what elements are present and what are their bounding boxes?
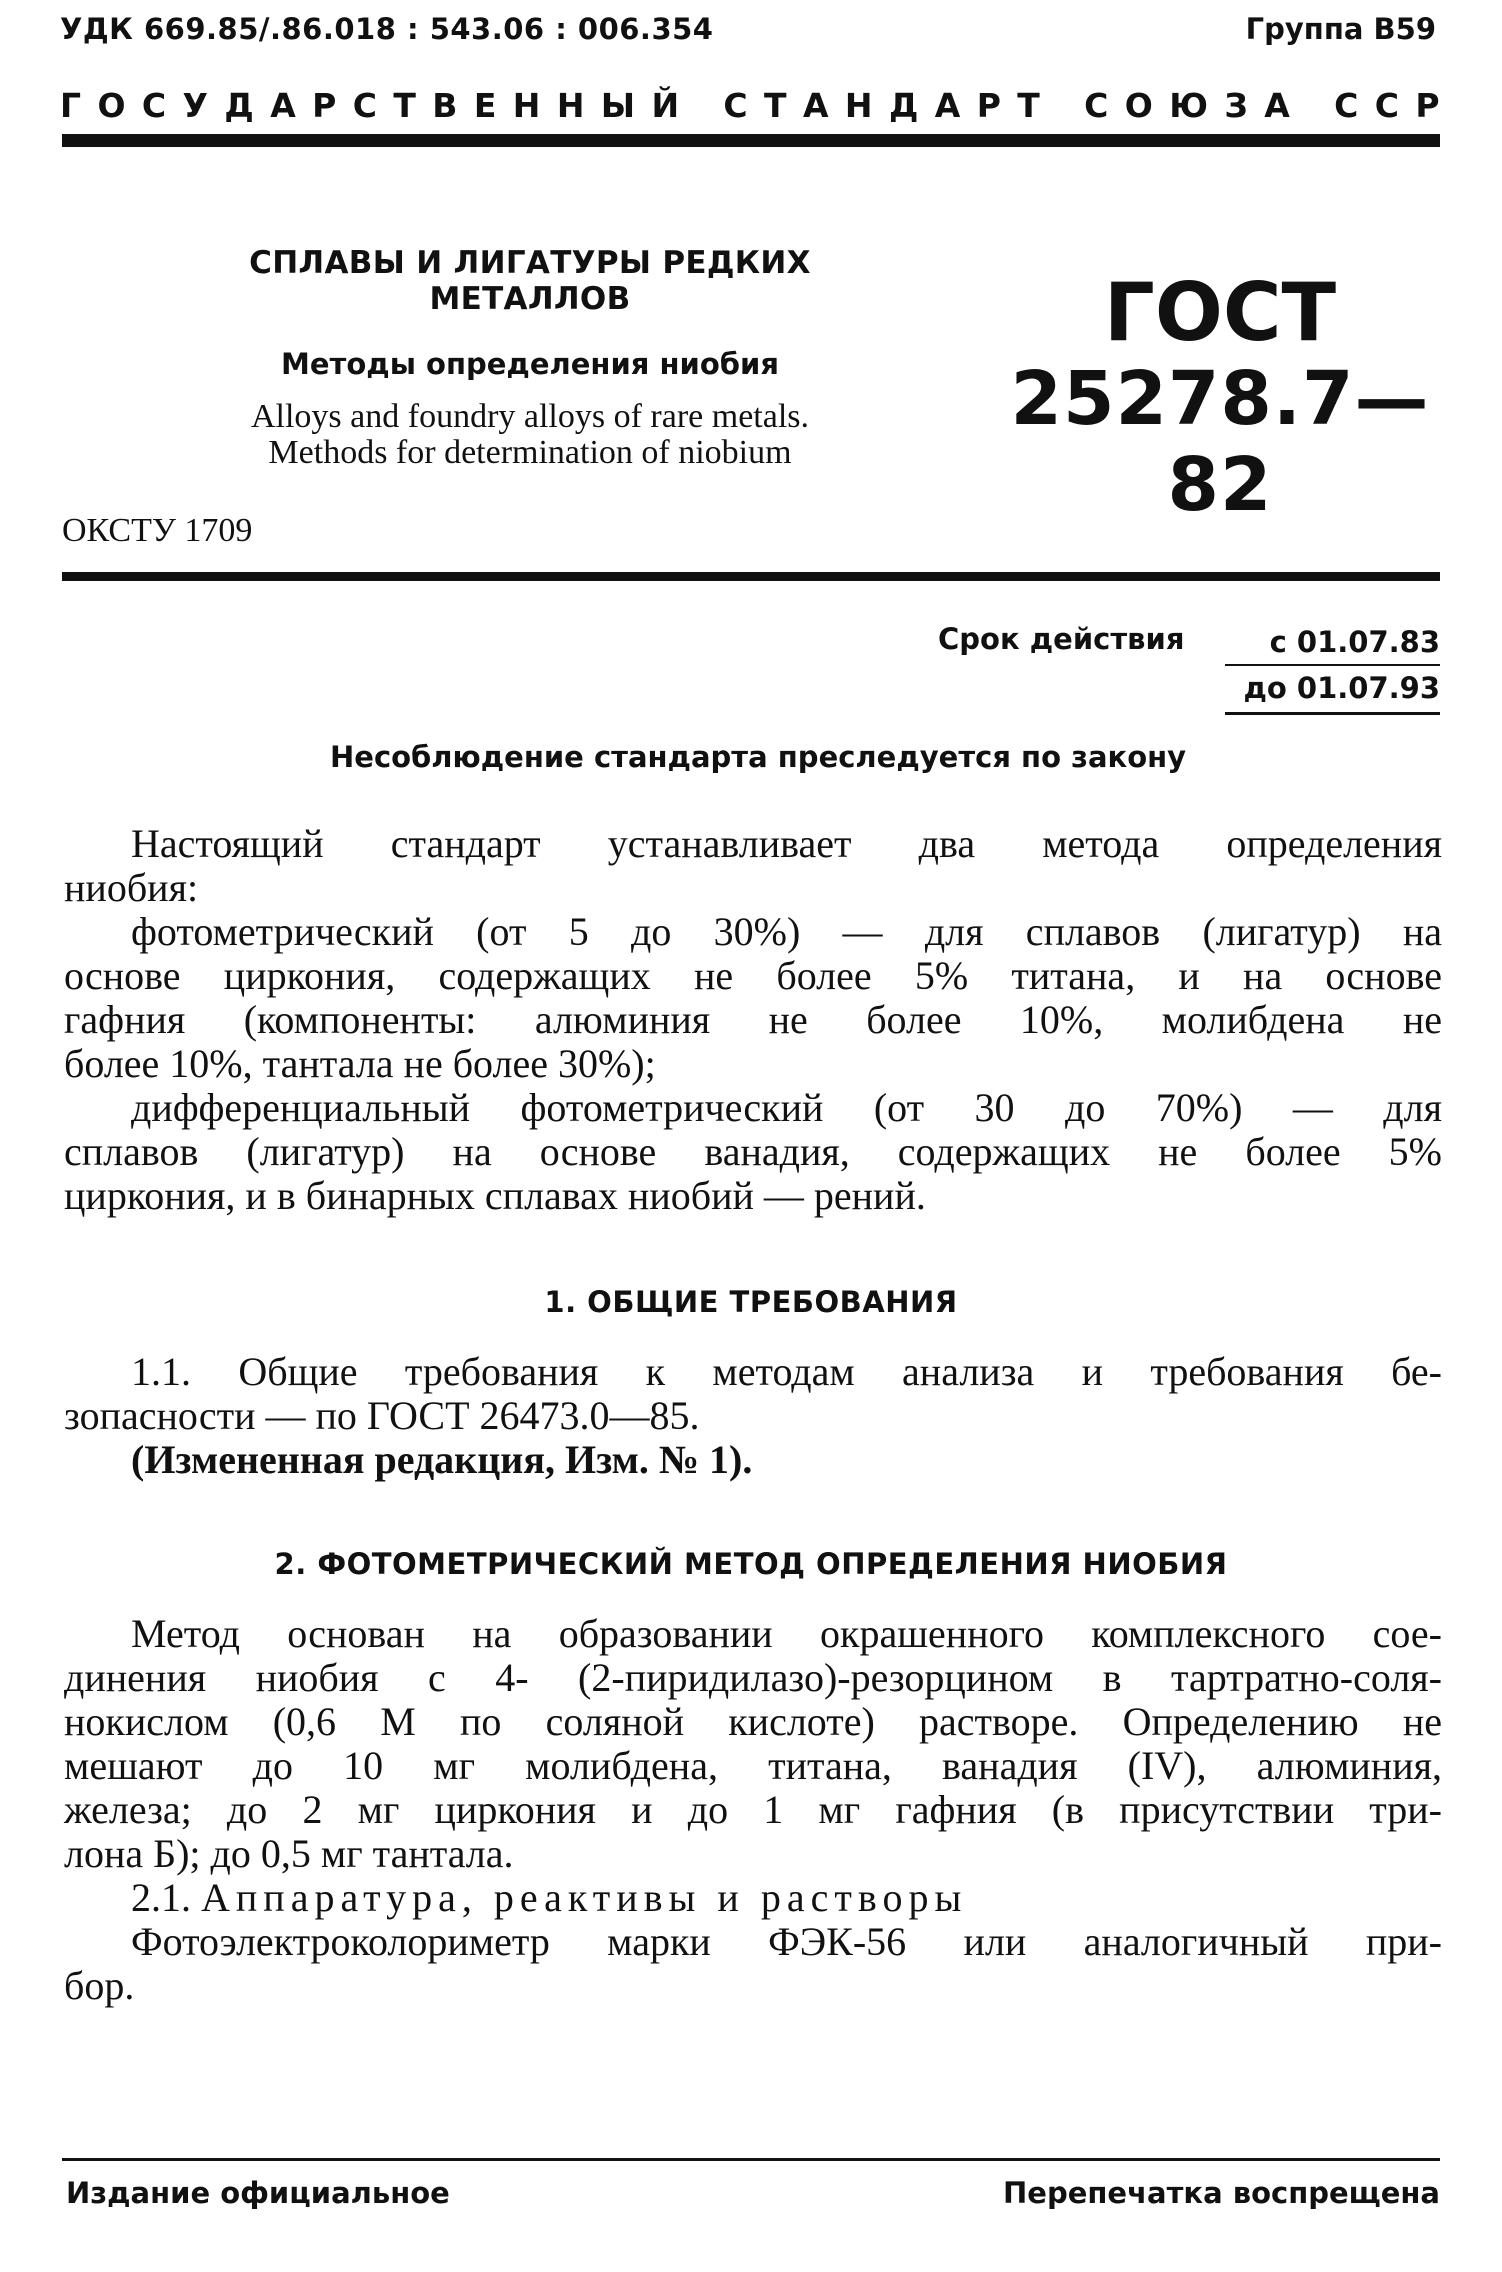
section1-text xyxy=(64,1350,1442,1482)
subsection-heading xyxy=(64,1876,1442,1920)
heading-letter: Е xyxy=(473,86,497,125)
heading-letter: А xyxy=(1264,86,1290,125)
heading-letter: С xyxy=(723,86,748,125)
heading-letter: Т xyxy=(764,86,787,125)
text-line: бор. xyxy=(64,1963,135,2008)
text-line: основе циркония, содержащих не более 5% титана, и на основе xyxy=(64,953,1442,998)
heading-letter: О xyxy=(97,86,126,125)
text-line: нокислом (0,6 М по соляной кислоте) растворе. Определению не xyxy=(64,1699,1442,1744)
title-block xyxy=(160,245,900,471)
text-line: дифференциальный фотометрический (от 30 до 70%) — для xyxy=(131,1085,1442,1130)
heading-letter: А xyxy=(270,86,296,125)
section-heading: 2. ФОТОМЕТРИЧЕСКИЙ МЕТОД ОПРЕДЕЛЕНИЯ НИОБИЯ xyxy=(274,1547,1228,1581)
subsection-title: Аппаратура, реактивы и растворы xyxy=(201,1875,968,1920)
heading-letter: Д xyxy=(888,86,919,125)
text-line: 1.1. Общие требования к методам анализа и требования бе- xyxy=(131,1349,1442,1394)
oksty-code: ОКСТУ 1709 xyxy=(62,512,253,549)
heading-letter: Р xyxy=(976,86,1001,125)
heading-letter: С xyxy=(352,86,377,125)
subsection-number: 2.1. xyxy=(131,1875,191,1920)
heading-letter: С xyxy=(1084,86,1109,125)
heading-letter: А xyxy=(934,86,961,125)
text-line: ниобия: xyxy=(64,865,199,910)
heading-letter: Й xyxy=(651,86,680,125)
heading-letter: Р xyxy=(312,86,337,125)
text-line: фотометрический (от 5 до 30%) — для сплавов (лигатур) на xyxy=(131,909,1442,954)
heading-letter: Р xyxy=(1415,86,1440,125)
official-edition-note: Издание официальное xyxy=(66,2176,450,2210)
text-line: железа; до 2 мг циркония и до 1 мг гафния (в присутствии три- xyxy=(64,1787,1442,1832)
validity-to: до 01.07.93 xyxy=(1243,671,1440,705)
amendment-note: (Измененная редакция, Изм. № 1). xyxy=(131,1437,753,1482)
standard-subtitle: Методы определения ниобия xyxy=(281,347,779,381)
heading-letter: З xyxy=(1224,86,1248,125)
heading-letter: Н xyxy=(844,86,873,125)
english-title-line: Methods for determination of niobium xyxy=(268,434,792,471)
heading-letter: О xyxy=(1124,86,1153,125)
heading-letter xyxy=(696,86,708,125)
section2-text xyxy=(64,1612,1442,2008)
validity-from: с 01.07.83 xyxy=(1269,625,1440,659)
english-title-line: Alloys and foundry alloys of rare metals. xyxy=(250,398,810,435)
text-line: циркония, и в бинарных сплавах ниобий — рений. xyxy=(64,1173,926,1218)
reprint-prohibited-note: Перепечатка воспрещена xyxy=(1003,2176,1440,2210)
heading-letter: С xyxy=(1334,86,1359,125)
gost-number: 25278.7—82 xyxy=(1010,356,1430,528)
legal-warning: Несоблюдение стандарта преследуется по закону xyxy=(330,740,1187,774)
heading-letter: Т xyxy=(393,86,416,125)
gost-word: ГОСТ xyxy=(1103,266,1337,359)
heading-letter: С xyxy=(141,86,167,125)
text-line: сплавов (лигатур) на основе ванадия, содержащих не более 5% xyxy=(64,1129,1442,1174)
section-heading: 1. ОБЩИЕ ТРЕБОВАНИЯ xyxy=(544,1285,958,1319)
heading-letter: Ы xyxy=(600,86,636,125)
intro-text xyxy=(64,822,1442,1218)
heading-letter xyxy=(1056,86,1068,125)
heading-letter: С xyxy=(1374,86,1399,125)
text-line: Фотоэлектроколориметр марки ФЭК-56 или аналогичный при- xyxy=(131,1919,1442,1964)
header-rule xyxy=(62,134,1440,147)
title-rule xyxy=(62,572,1440,581)
standard-title: СПЛАВЫ И ЛИГАТУРЫ РЕДКИХ МЕТАЛЛОВ xyxy=(249,245,811,317)
validity-dates xyxy=(1225,620,1440,715)
heading-letter: У xyxy=(182,86,208,125)
heading-letter xyxy=(1306,86,1318,125)
udk-code: УДК 669.85/.86.018 : 543.06 : 006.354 xyxy=(60,12,714,46)
heading-letter: Т xyxy=(1017,86,1040,125)
heading-letter: Н xyxy=(556,86,585,125)
footer-rule xyxy=(62,2158,1440,2161)
heading-letter: Ю xyxy=(1169,86,1208,125)
heading-letter: А xyxy=(802,86,829,125)
heading-letter: Г xyxy=(60,86,82,125)
text-line: динения ниобия с 4- (2-пиридилазо)-резорцином в тартратно-соля- xyxy=(64,1655,1442,1700)
heading-letter: Д xyxy=(224,86,254,125)
heading-letter: В xyxy=(432,86,458,125)
text-line: мешают до 10 мг молибдена, титана, ванадия (IV), алюминия, xyxy=(64,1743,1442,1788)
validity-underline xyxy=(1225,712,1440,715)
validity-label: Срок действия xyxy=(938,622,1185,656)
text-line: Настоящий стандарт устанавливает два метода определения xyxy=(131,821,1442,866)
text-line: зопасности — по ГОСТ 26473.0—85. xyxy=(64,1393,700,1438)
text-line: Метод основан на образовании окрашенного комплексного сое- xyxy=(131,1611,1442,1656)
gost-designation xyxy=(1000,266,1440,528)
group-code: Группа В59 xyxy=(1245,12,1436,46)
english-title xyxy=(160,399,900,471)
text-line: гафния (компоненты: алюминия не более 10%, молибдена не xyxy=(64,997,1442,1042)
text-line: лона Б); до 0,5 мг тантала. xyxy=(64,1831,514,1876)
state-standard-heading xyxy=(60,86,1440,125)
text-line: более 10%, тантала не более 30%); xyxy=(64,1041,656,1086)
heading-letter: Н xyxy=(512,86,541,125)
